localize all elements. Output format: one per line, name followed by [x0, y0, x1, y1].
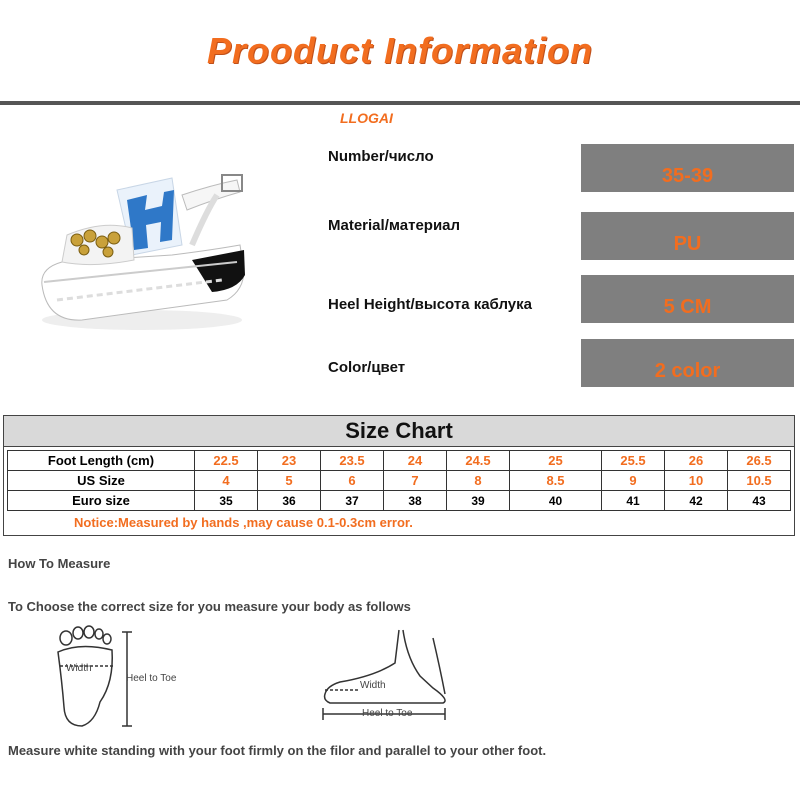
- table-cell: 8.5: [510, 471, 602, 491]
- table-cell: 10: [665, 471, 728, 491]
- table-cell: 25.5: [602, 451, 665, 471]
- table-cell: 7: [384, 471, 447, 491]
- measure-instruction: To Choose the correct size for you measure your body as follows: [8, 599, 411, 614]
- table-cell: 36: [258, 491, 321, 511]
- table-cell: 35: [195, 491, 258, 511]
- table-cell: 8: [447, 471, 510, 491]
- row-label-euro-size: Euro size: [8, 491, 195, 511]
- table-cell: 25: [510, 451, 602, 471]
- size-table: [7, 450, 791, 511]
- table-cell: 6: [321, 471, 384, 491]
- brand-name: LLOGAI: [340, 110, 393, 126]
- table-cell: 10.5: [728, 471, 791, 491]
- size-chart: [3, 415, 795, 536]
- table-cell: 26.5: [728, 451, 791, 471]
- size-chart-title: Size Chart: [4, 416, 794, 447]
- table-cell: 42: [665, 491, 728, 511]
- table-cell: 22.5: [195, 451, 258, 471]
- table-cell: 43: [728, 491, 791, 511]
- row-label-foot-length: Foot Length (cm): [8, 451, 195, 471]
- table-row: [8, 491, 791, 511]
- header-divider: [0, 101, 800, 105]
- size-chart-notice: Notice:Measured by hands ,may cause 0.1-0.3cm error.: [74, 515, 413, 530]
- foot-side-diagram: [315, 628, 465, 720]
- label-heel-to-toe-side: Heel to Toe: [362, 708, 413, 719]
- page-title: Prooduct Information: [207, 30, 593, 71]
- table-cell: 4: [195, 471, 258, 491]
- table-cell: 39: [447, 491, 510, 511]
- row-label-us-size: US Size: [8, 471, 195, 491]
- label-heel-to-toe: Heel to Toe: [126, 673, 177, 684]
- table-cell: 24.5: [447, 451, 510, 471]
- table-cell: 40: [510, 491, 602, 511]
- spec-label-number: Number/число: [328, 148, 434, 165]
- table-cell: 37: [321, 491, 384, 511]
- table-cell: 38: [384, 491, 447, 511]
- spec-value-heel-height: 5 CM: [581, 275, 794, 323]
- label-width: Width: [66, 663, 92, 674]
- table-cell: 9: [602, 471, 665, 491]
- spec-value-color: 2 color: [581, 339, 794, 387]
- table-cell: 26: [665, 451, 728, 471]
- spec-label-material: Material/материал: [328, 217, 461, 234]
- spec-label-color: Color/цвет: [328, 359, 406, 376]
- spec-value-number: 35-39: [581, 144, 794, 192]
- table-cell: 23: [258, 451, 321, 471]
- table-cell: 24: [384, 451, 447, 471]
- spec-value-material: PU: [581, 212, 794, 260]
- table-cell: 23.5: [321, 451, 384, 471]
- sandal-image: [22, 150, 262, 340]
- measure-footer: Measure white standing with your foot firmly on the filor and parallel to your other foot.: [8, 743, 547, 758]
- label-width-side: Width: [360, 680, 386, 691]
- table-row: [8, 471, 791, 491]
- measure-heading: How To Measure: [8, 556, 111, 571]
- table-row: [8, 451, 791, 471]
- spec-label-heel-height: Heel Height/высота каблука: [328, 296, 532, 313]
- table-cell: 41: [602, 491, 665, 511]
- table-cell: 5: [258, 471, 321, 491]
